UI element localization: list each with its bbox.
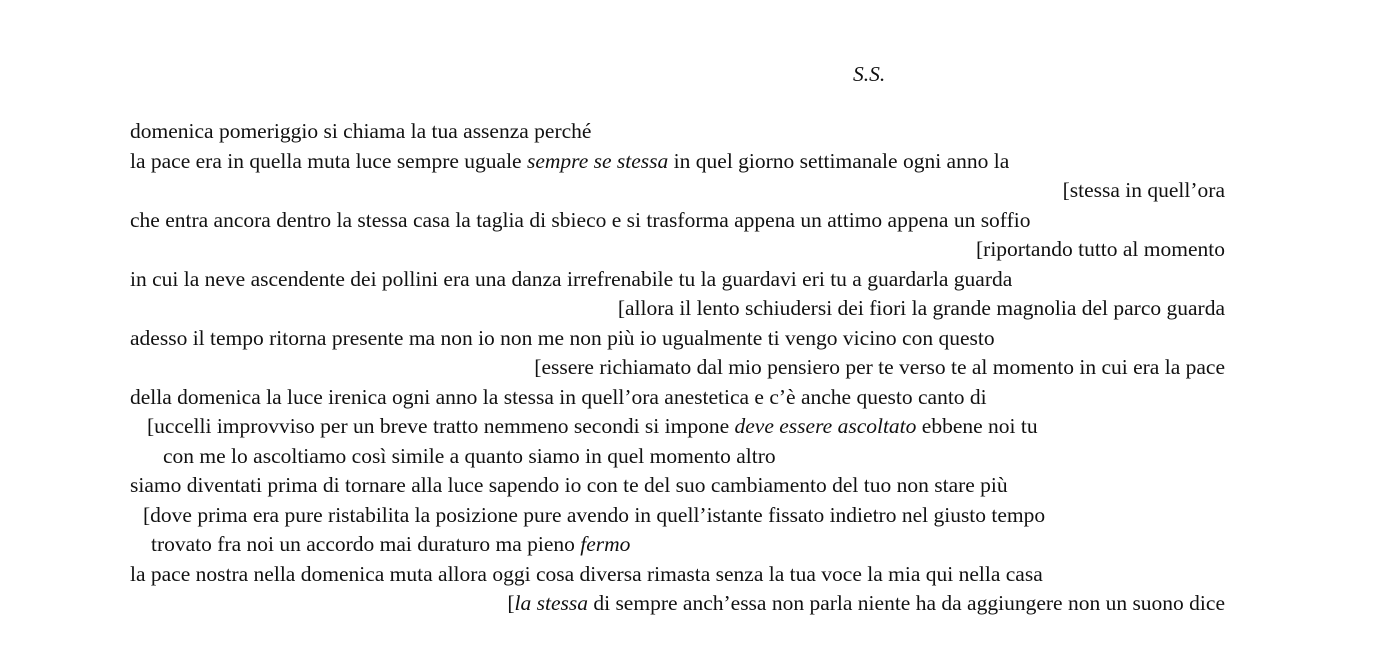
- poem-line-continuation: [0, 235, 1225, 265]
- poem-line-continuation: [0, 294, 1225, 324]
- poem-text: [uccelli improvviso per un breve tratto nemmeno secondi si impone: [147, 414, 735, 438]
- poem-text: che entra ancora dentro la stessa casa la taglia di sbieco e si trasforma appena un attimo appena un soffio: [130, 207, 1031, 232]
- poem-line: [0, 206, 1386, 236]
- poem-text: ebbene noi tu: [916, 414, 1038, 438]
- poem-text: [riportando tutto al momento: [976, 237, 1225, 261]
- poem-line: [0, 324, 1386, 354]
- poem-text-italic: sempre se stessa: [526, 148, 669, 173]
- poem-text: la pace nostra nella domenica muta allora oggi cosa diversa rimasta senza la tua voce la mia qui nella casa: [130, 561, 1043, 586]
- poem-text: [allora il lento schiudersi dei fiori la grande magnolia del parco guarda: [617, 296, 1225, 320]
- poem-text: siamo diventati prima di tornare alla luce sapendo io con te del suo cambiamento del tuo non stare più: [130, 473, 1008, 497]
- poem-text: [dove prima era pure ristabilita la posizione pure avendo in quell’istante fissato indietro nel giusto tempo: [143, 502, 1046, 527]
- poem-line: [0, 265, 1386, 295]
- poem-text: in cui la neve ascendente dei pollini era una danza irrefrenabile tu la guardavi eri tu a guardarla guarda: [130, 266, 1013, 291]
- poem-line-continuation: [0, 589, 1225, 619]
- poem-line: [0, 147, 1386, 177]
- poem: [0, 117, 1386, 619]
- poem-text: la pace era in quella muta luce sempre uguale: [130, 148, 527, 173]
- poem-line-continuation: [0, 530, 1386, 560]
- poem-text: trovato fra noi un accordo mai duraturo ma pieno: [151, 532, 581, 556]
- poem-text: in quel giorno settimanale ogni anno la: [668, 148, 1010, 173]
- poem-line-continuation: [0, 501, 1386, 531]
- poem-line: [0, 383, 1386, 413]
- poem-line-continuation: [0, 412, 1386, 442]
- poem-text-italic: la stessa: [514, 591, 588, 615]
- poem-text: adesso il tempo ritorna presente ma non io non me non più io ugualmente ti vengo vicino con questo: [130, 325, 995, 350]
- poem-text-italic: fermo: [580, 532, 631, 556]
- poem-line-continuation: [0, 442, 1386, 472]
- poem-text: [essere richiamato dal mio pensiero per te verso te al momento in cui era la pace: [534, 355, 1225, 379]
- poem-text: [: [507, 591, 515, 615]
- poem-text: domenica pomeriggio si chiama la tua assenza perché: [130, 119, 592, 143]
- poem-text: di sempre anch’essa non parla niente ha da aggiungere non un suono dice: [587, 591, 1225, 615]
- poem-line-continuation: [0, 176, 1225, 206]
- poem-text: [stessa in quell’ora: [1062, 178, 1225, 202]
- poem-text: con me lo ascoltiamo così simile a quanto siamo in quel momento altro: [163, 443, 776, 468]
- poem-line-continuation: [0, 353, 1225, 383]
- poem-line: [0, 560, 1386, 590]
- dedication: S.S.: [853, 62, 886, 86]
- poem-line: [0, 471, 1386, 501]
- poem-line: [0, 117, 1386, 147]
- poem-text-italic: deve essere ascoltato: [734, 414, 917, 438]
- poem-text: della domenica la luce irenica ogni anno la stessa in quell’ora anestetica e c’è anche questo canto di: [130, 384, 987, 409]
